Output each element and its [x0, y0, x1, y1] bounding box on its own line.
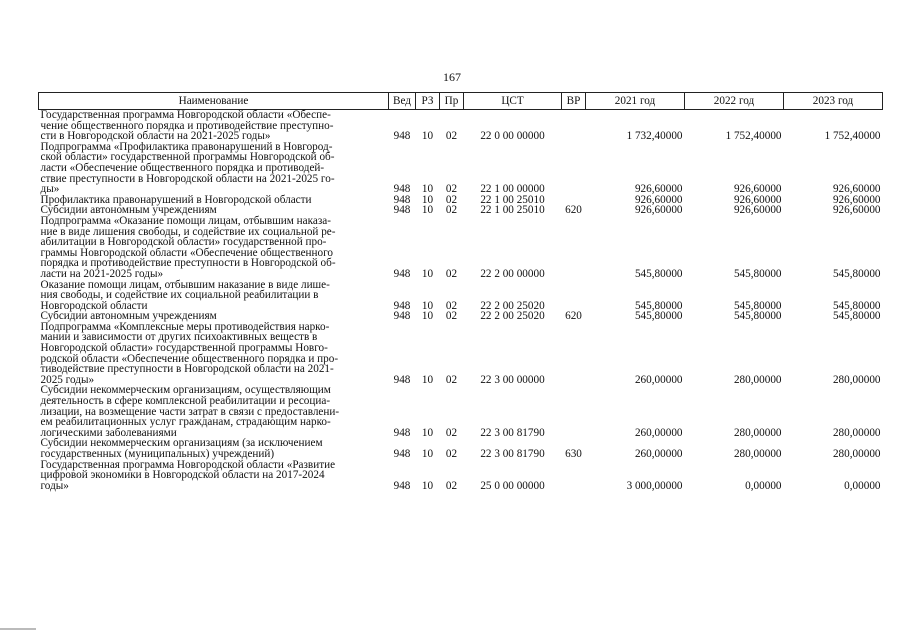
cell-y2022: 926,60000: [733, 183, 782, 196]
cell-ved: 948: [393, 373, 411, 386]
cell-y2022: 280,00000: [733, 373, 782, 386]
cell-y2021: 926,60000: [634, 183, 683, 196]
header-2021: 2021 год: [586, 93, 685, 110]
cell-name: Оказание помощи лицам, отбывшим наказание в виде лише- ния свободы, и содействие их социальной реабилитации в Новгородской области: [40, 278, 330, 312]
cell-ved: 948: [393, 204, 411, 217]
cell-name: Субсидии некоммерческим организациям, осуществляющим деятельность в сфере комплексной реабилитации и ресоциа- лизации, на возмещение части затрат в связи с предоставлени- ем реабилитационных услуг гражданам, страдающим нарко- логическими заболеваниями: [40, 384, 340, 439]
cell-y2021: 926,60000: [634, 193, 683, 206]
cell-y2023: 545,80000: [832, 310, 881, 323]
cell-name: Подпрограмма «Оказание помощи лицам, отбывшим наказа- ние в виде лишения свободы, и содействие их социальной ре- абилитации в Новгородской области» государственной про- граммы Новгородской области «Обеспечение общественного порядка и противодействие преступности в Новгородской об- ласти на 2021-2025 годы»: [40, 214, 336, 280]
header-name: Наименование: [39, 93, 389, 110]
page-edge-mark: [0, 628, 36, 630]
cell-cst: 22 1 00 00000: [480, 183, 545, 196]
cell-y2021: 545,80000: [634, 299, 683, 312]
table-header-row: [39, 93, 883, 110]
table-body: [39, 110, 883, 492]
cell-name: Профилактика правонарушений в Новгородской области: [40, 193, 312, 206]
cell-y2022: 926,60000: [733, 204, 782, 217]
budget-table: [38, 92, 883, 491]
cell-y2022: 0,00000: [745, 479, 782, 492]
cell-y2021: 545,80000: [634, 267, 683, 280]
cell-vr: [562, 110, 586, 142]
cell-y2021: 260,00000: [634, 426, 683, 439]
cell-rz: 10: [421, 426, 434, 439]
table-row: [39, 322, 883, 386]
cell-rz: 10: [421, 204, 434, 217]
table-row: [39, 142, 883, 195]
cell-vr: 630: [565, 448, 582, 460]
table-row: [39, 216, 883, 280]
cell-ved: 948: [393, 130, 411, 143]
cell-ved: 948: [393, 193, 411, 206]
cell-name: Субсидии автономным учреждениям: [40, 310, 217, 323]
cell-rz: 10: [421, 310, 434, 323]
cell-cst: 22 1 00 25010: [480, 193, 545, 206]
cell-name: Подпрограмма «Профилактика правонарушений в Новгород- ской области» государственной программы Новгородской об- ласти «Обеспечение общественного порядка и противодей- ствие преступности в Новгородской области на 2021-2025 го- ды»: [40, 140, 335, 196]
cell-pr: 02: [445, 204, 458, 217]
cell-y2023: 926,60000: [832, 204, 881, 217]
cell-name: Субсидии некоммерческим организациям (за исключением государственных (муниципальных) учреждений): [40, 437, 323, 460]
cell-y2022: 1 752,40000: [725, 130, 782, 143]
cell-pr: 02: [445, 130, 458, 143]
cell-cst: 22 0 00 00000: [480, 130, 545, 143]
cell-vr: [562, 385, 586, 438]
cell-name: Подпрограмма «Комплексные меры противодействия нарко- мании и зависимости от других психоактивных веществ в Новгородской области» государственной программы Новго- родской области «Обеспечение общественного порядка и про- тиводействие преступности в Новгородской области на 2021- 2025 годы»: [40, 320, 339, 386]
table-row: [39, 110, 883, 142]
cell-ved: 948: [393, 267, 411, 280]
cell-ved: 948: [393, 299, 411, 312]
cell-name: Государственная программа Новгородской области «Развитие цифровой экономики в Новгородской области на 2017-2024 годы»: [40, 458, 336, 492]
cell-ved: 948: [393, 426, 411, 439]
cell-name: Государственная программа Новгородской области «Обеспе- чение общественного порядка и противодействие преступно- сти в Новгородской области на 2021-2025 годы»: [40, 109, 334, 143]
cell-pr: 02: [445, 299, 458, 312]
header-ved: Вед: [389, 93, 416, 110]
cell-ved: 948: [393, 479, 411, 492]
cell-y2023: 280,00000: [832, 426, 881, 439]
header-cst: ЦСТ: [464, 93, 562, 110]
cell-pr: 02: [445, 310, 458, 323]
cell-cst: 22 3 00 00000: [480, 373, 545, 386]
table-row: [39, 280, 883, 312]
cell-pr: 02: [445, 373, 458, 386]
cell-ved: 948: [393, 310, 411, 323]
page-number: 167: [443, 70, 461, 84]
cell-rz: 10: [421, 448, 434, 460]
cell-ved: 948: [393, 448, 411, 460]
cell-vr: [562, 142, 586, 195]
cell-y2023: 1 752,40000: [824, 130, 881, 143]
cell-ved: 948: [393, 183, 411, 196]
cell-pr: 02: [445, 448, 458, 460]
cell-rz: 10: [421, 130, 434, 143]
cell-rz: 10: [421, 299, 434, 312]
header-2023: 2023 год: [784, 93, 883, 110]
cell-pr: 02: [445, 193, 458, 206]
cell-vr: 620: [565, 204, 582, 217]
cell-y2021: 260,00000: [634, 373, 683, 386]
cell-cst: 22 3 00 81790: [480, 426, 545, 439]
cell-pr: 02: [445, 426, 458, 439]
cell-y2021: 3 000,00000: [626, 479, 683, 492]
cell-y2022: 280,00000: [733, 426, 782, 439]
cell-y2022: 926,60000: [733, 193, 782, 206]
cell-y2023: 926,60000: [832, 183, 881, 196]
cell-rz: 10: [421, 479, 434, 492]
cell-pr: 02: [445, 479, 458, 492]
cell-y2023: 0,00000: [844, 479, 881, 492]
cell-vr: [562, 460, 586, 492]
cell-cst: 22 2 00 25020: [480, 310, 545, 323]
cell-rz: 10: [421, 267, 434, 280]
cell-cst: 22 2 00 00000: [480, 267, 545, 280]
cell-vr: [562, 322, 586, 386]
table-row: [39, 460, 883, 492]
cell-pr: 02: [445, 267, 458, 280]
header-2022: 2022 год: [685, 93, 784, 110]
cell-y2023: 280,00000: [832, 373, 881, 386]
cell-y2023: 545,80000: [832, 267, 881, 280]
cell-y2022: 280,00000: [733, 448, 782, 460]
cell-vr: [562, 280, 586, 312]
header-vr: ВР: [562, 93, 586, 110]
header-rz: РЗ: [416, 93, 440, 110]
cell-y2021: 545,80000: [634, 310, 683, 323]
cell-y2021: 1 732,40000: [626, 130, 683, 143]
cell-rz: 10: [421, 193, 434, 206]
cell-name: Субсидии автономным учреждениям: [40, 204, 217, 217]
cell-vr: [562, 216, 586, 280]
cell-y2022: 545,80000: [733, 310, 782, 323]
cell-rz: 10: [421, 183, 434, 196]
cell-cst: 25 0 00 00000: [480, 479, 545, 492]
cell-cst: 22 3 00 81790: [480, 448, 545, 460]
cell-y2023: 926,60000: [832, 193, 881, 206]
cell-vr: 620: [565, 310, 582, 323]
cell-y2023: 280,00000: [832, 448, 881, 460]
header-pr: Пр: [440, 93, 464, 110]
cell-cst: 22 1 00 25010: [480, 204, 545, 217]
cell-pr: 02: [445, 183, 458, 196]
cell-y2021: 260,00000: [634, 448, 683, 460]
cell-y2022: 545,80000: [733, 267, 782, 280]
table-row: [39, 385, 883, 438]
cell-y2022: 545,80000: [733, 299, 782, 312]
cell-rz: 10: [421, 373, 434, 386]
cell-y2023: 545,80000: [832, 299, 881, 312]
cell-y2021: 926,60000: [634, 204, 683, 217]
table-row: [39, 438, 883, 459]
cell-cst: 22 2 00 25020: [480, 299, 545, 312]
